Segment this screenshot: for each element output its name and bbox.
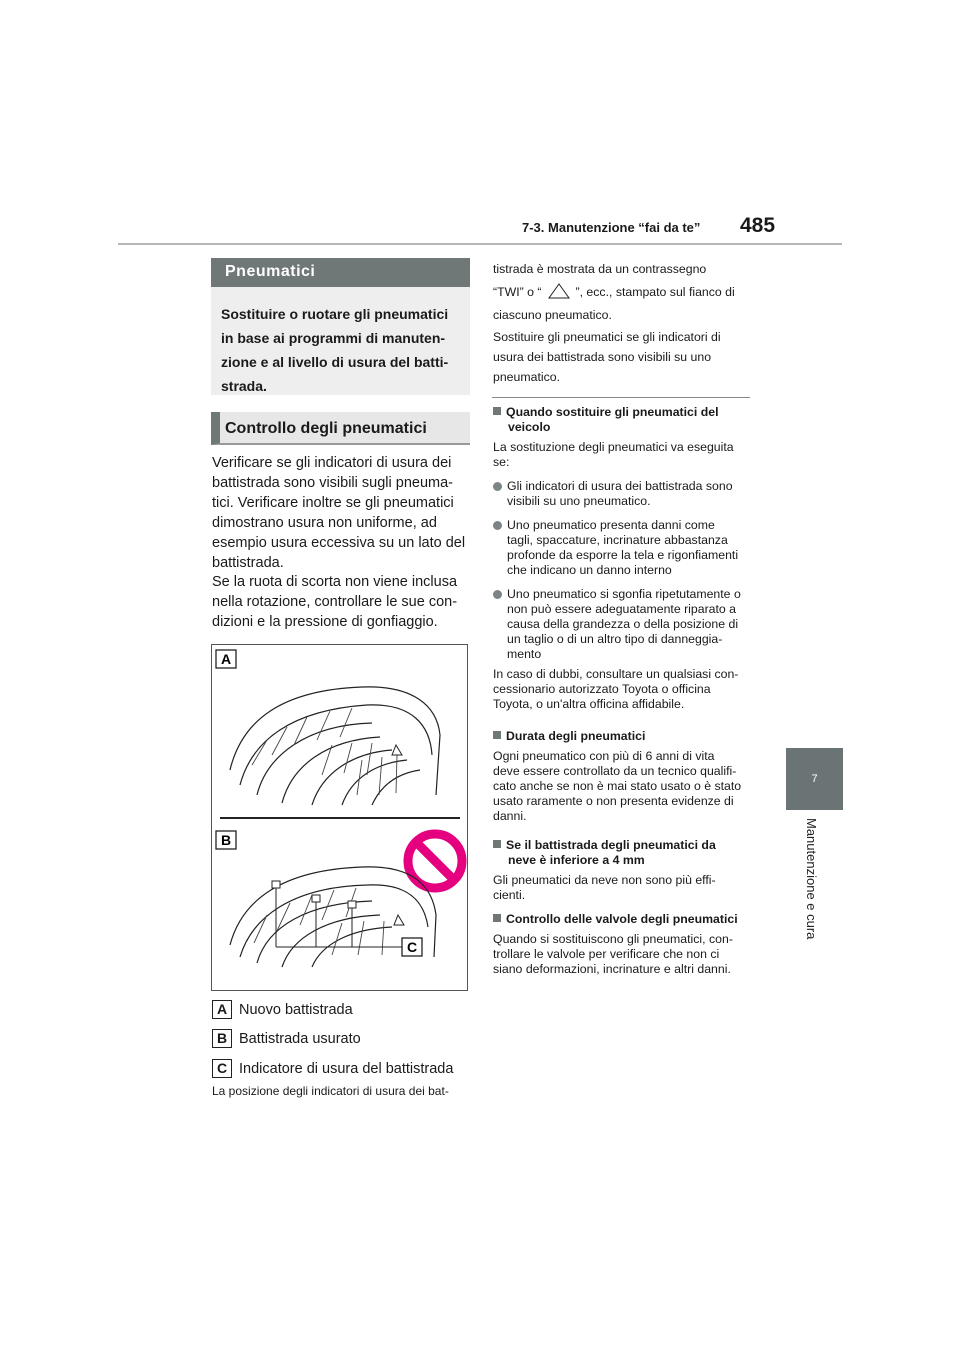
bullet-item: Uno pneumatico si sgonfia ripetutamente o non può essere adeguatamente riparato a causa della grandezza o della posizione di un taglio o di un altro tipo di danneggia- mento xyxy=(493,587,757,662)
valve-section xyxy=(493,912,757,977)
legend-letter: A xyxy=(212,1000,232,1019)
text-line: usura dei battistrada sono visibili su uno xyxy=(493,350,712,364)
sub-section-banner: Controllo degli pneumatici xyxy=(211,412,470,445)
legend-item xyxy=(212,999,353,1020)
summary-line: strada. xyxy=(221,378,267,394)
summary-box xyxy=(211,287,470,395)
valve-text: Quando si sostituiscono gli pneumatici, con- trollare le valvole per verificare che non ci siano deformazioni, incrinature e altri danni. xyxy=(493,932,733,976)
text-line: Verificare se gli indicatori di usura dei xyxy=(212,455,452,471)
replace-text xyxy=(493,327,757,387)
text-line: Sostituire gli pneumatici se gli indicatori di xyxy=(493,330,721,344)
legend-item xyxy=(212,1028,361,1049)
text-line: battistrada sono visibili sugli pneuma- xyxy=(212,475,453,491)
header-rule xyxy=(118,243,842,245)
square-bullet-icon xyxy=(493,914,501,922)
bullet-item: Uno pneumatico presenta danni come tagli, spaccature, incrinature abbastanza profonde da esporre la tela e rigonfiamenti che indicano un danno interno xyxy=(493,518,757,578)
chapter-side-label: Manutenzione e cura xyxy=(804,818,819,940)
round-bullet-icon xyxy=(493,482,502,491)
text-line: tici. Verificare inoltre se gli pneumatici xyxy=(212,495,454,511)
summary-line: in base ai programmi di manuten- xyxy=(221,330,446,346)
figure-label-b: B xyxy=(220,832,232,848)
summary-line: zione e al livello di usura del batti- xyxy=(221,354,449,370)
snow-section xyxy=(493,838,757,903)
text-line: tistrada è mostrata da un contrassegno xyxy=(493,262,707,276)
life-heading: Durata degli pneumatici xyxy=(493,729,757,744)
figure-label-a: A xyxy=(220,651,232,667)
round-bullet-icon xyxy=(493,521,502,530)
tire-wear-figure xyxy=(211,644,468,991)
legend-item xyxy=(212,1058,453,1079)
section-banner: Pneumatici xyxy=(211,258,470,287)
text-line: esempio usura eccessiva su un lato del xyxy=(212,535,466,551)
square-bullet-icon xyxy=(493,840,501,848)
column-rule xyxy=(492,397,750,398)
summary-line: Sostituire o ruotare gli pneumatici xyxy=(221,306,449,322)
text-line: dizioni e la pressione di gonfiaggio. xyxy=(212,614,438,630)
footnote: La posizione degli indicatori di usura dei bat- xyxy=(212,1084,449,1098)
snow-heading: Se il battistrada degli pneumatici da neve è inferiore a 4 mm xyxy=(493,838,757,868)
legend-text: Nuovo battistrada xyxy=(239,1001,353,1018)
text-fragment: “TWI” o “ xyxy=(493,285,542,299)
text-line xyxy=(493,281,757,304)
text-fragment: ”, ecc., stampato sul fianco di xyxy=(575,285,735,299)
valve-heading: Controllo delle valvole degli pneumatici xyxy=(493,912,757,927)
legend-letter: B xyxy=(212,1029,232,1048)
figure-label-c: C xyxy=(406,939,418,955)
snow-text: Gli pneumatici da neve non sono più effi- cienti. xyxy=(493,873,716,902)
square-bullet-icon xyxy=(493,407,501,415)
bullet-item: Gli indicatori di usura dei battistrada sono visibili su uno pneumatico. xyxy=(493,479,757,509)
text-line: Se la ruota di scorta non viene inclusa xyxy=(212,574,458,590)
legend-letter: C xyxy=(212,1059,232,1078)
new-tread-tire xyxy=(230,687,440,805)
text-line: ciascuno pneumatico. xyxy=(493,308,612,322)
square-bullet-icon xyxy=(493,731,501,739)
legend-text: Indicatore di usura del battistrada xyxy=(239,1060,454,1077)
chapter-tab xyxy=(786,748,843,810)
doubt-paragraph: In caso di dubbi, consultare un qualsiasi con- cessionario autorizzato Toyota o officina Toyota, o un'altra officina affidabile. xyxy=(493,667,739,711)
legend-text: Battistrada usurato xyxy=(239,1030,361,1047)
paragraph-check xyxy=(212,453,474,573)
text-line: pneumatico. xyxy=(493,370,560,384)
continuation-text xyxy=(493,258,757,327)
section-title: 7-3. Manutenzione “fai da te” xyxy=(522,220,701,235)
paragraph-spare xyxy=(212,572,474,632)
when-intro: La sostituzione degli pneumatici va eseguita se: xyxy=(493,440,734,469)
chapter-number: 7 xyxy=(811,773,818,785)
text-line: dimostrano usura non uniforme, ad xyxy=(212,515,437,531)
wear-triangle-icon xyxy=(548,283,570,299)
page-number: 485 xyxy=(740,214,776,237)
when-section xyxy=(493,405,757,712)
life-text: Ogni pneumatico con più di 6 anni di vita deve essere controllato da un tecnico qualifi- cato anche se non è mai stato usato o è stato usato raramente o non presenta evidenze di danni. xyxy=(493,749,742,823)
text-line: battistrada. xyxy=(212,555,284,571)
text-line: nella rotazione, controllare le sue con- xyxy=(212,594,458,610)
round-bullet-icon xyxy=(493,590,502,599)
tire-illustration xyxy=(212,645,467,990)
life-section xyxy=(493,729,757,824)
prohibited-icon xyxy=(408,834,462,888)
when-heading: Quando sostituire gli pneumatici del veicolo xyxy=(493,405,757,435)
